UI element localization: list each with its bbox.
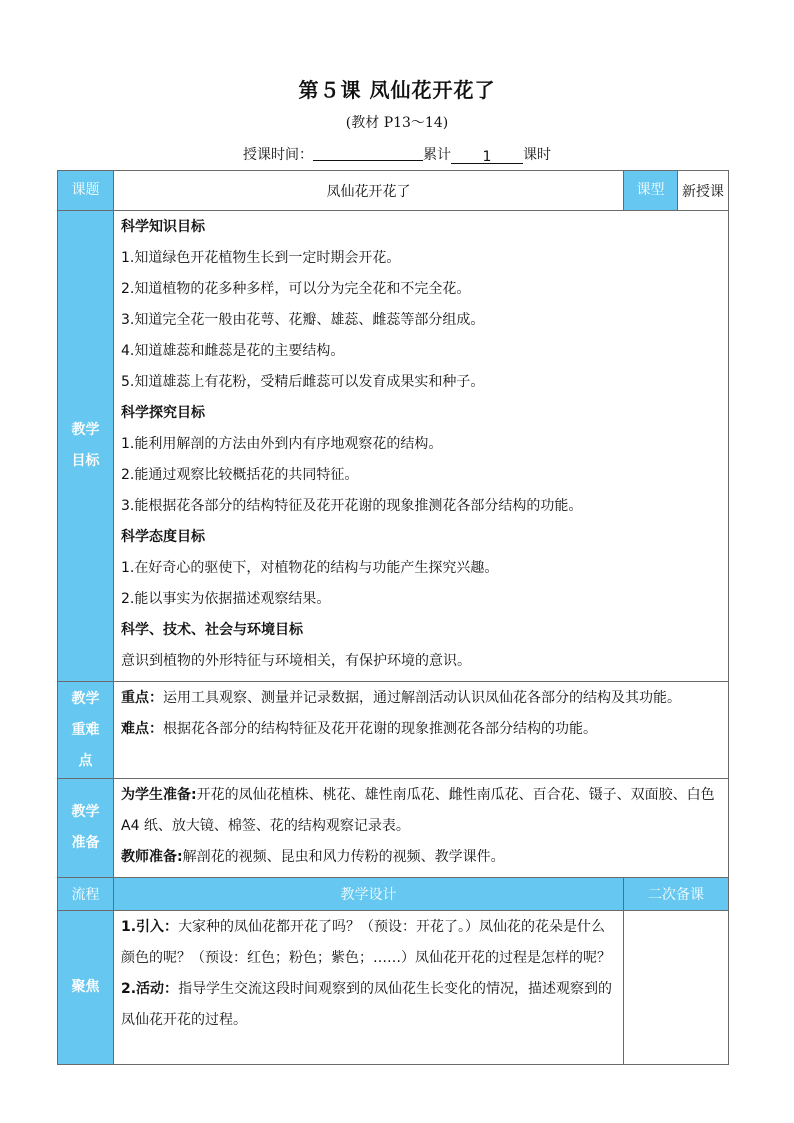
goals-row bbox=[58, 211, 729, 682]
focus-label: 聚焦 bbox=[58, 911, 114, 1065]
lesson-time-line bbox=[0, 144, 794, 164]
flow-header-row bbox=[58, 878, 729, 911]
prep-row bbox=[58, 779, 729, 878]
knowledge-item: 5.知道雄蕊上有花粉，受精后雌蕊可以发育成果实和种子。 bbox=[121, 374, 485, 390]
knowledge-item: 4.知道雄蕊和雌蕊是花的主要结构。 bbox=[121, 343, 345, 359]
unit-label: 课时 bbox=[523, 147, 551, 163]
design-header: 教学设计 bbox=[114, 878, 624, 911]
focus-row bbox=[58, 911, 729, 1065]
attitude-heading: 科学态度目标 bbox=[121, 529, 205, 545]
key-point: 重点：运用工具观察、测量并记录数据，通过解剖活动认识凤仙花各部分的结构及其功能。 bbox=[121, 690, 681, 706]
total-field[interactable]: 1 bbox=[451, 149, 523, 164]
page-title: 第５课 凤仙花开花了 bbox=[298, 78, 496, 102]
teacher-prep: 教师准备:解剖花的视频、昆虫和风力传粉的视频、教学课件。 bbox=[121, 849, 505, 865]
second-prep-header: 二次备课 bbox=[624, 878, 729, 911]
knowledge-item: 3.知道完全花一般由花萼、花瓣、雄蕊、雌蕊等部分组成。 bbox=[121, 312, 485, 328]
topic-value: 凤仙花开花了 bbox=[114, 171, 624, 211]
total-label: 累计 bbox=[423, 147, 451, 163]
stse-item: 意识到植物的外形特征与环境相关，有保护环境的意识。 bbox=[121, 653, 471, 669]
topic-label: 课题 bbox=[58, 171, 114, 211]
activity-paragraph: 2.活动：指导学生交流这段时间观察到的凤仙花生长变化的情况，描述观察到的凤仙花开花的过程。 bbox=[121, 981, 613, 1028]
student-prep: 为学生准备:开花的凤仙花植株、桃花、雄性南瓜花、雌性南瓜花、百合花、镊子、双面胶、白色 A4 纸、放大镜、棉签、花的结构观察记录表。 bbox=[121, 787, 715, 834]
time-label: 授课时间： bbox=[243, 147, 313, 163]
goals-label: 教学 目标 bbox=[58, 211, 114, 682]
attitude-item: 2.能以事实为依据描述观察结果。 bbox=[121, 591, 331, 607]
keypoints-content bbox=[114, 682, 729, 779]
inquiry-heading: 科学探究目标 bbox=[121, 405, 205, 421]
lesson-plan-table bbox=[57, 170, 729, 1065]
inquiry-item: 1.能利用解剖的方法由外到内有序地观察花的结构。 bbox=[121, 436, 443, 452]
inquiry-item: 2.能通过观察比较概括花的共同特征。 bbox=[121, 467, 359, 483]
textbook-pages: (教材 P13～14) bbox=[345, 115, 449, 131]
inquiry-item: 3.能根据花各部分的结构特征及花开花谢的现象推测花各部分结构的功能。 bbox=[121, 498, 583, 514]
goals-content bbox=[114, 211, 729, 682]
focus-content bbox=[114, 911, 624, 1065]
stse-heading: 科学、技术、社会与环境目标 bbox=[121, 622, 303, 638]
type-label: 课型 bbox=[624, 171, 678, 211]
knowledge-heading: 科学知识目标 bbox=[121, 219, 205, 235]
intro-paragraph: 1.引入：大家种的凤仙花都开花了吗？（预设：开花了。）凤仙花的花朵是什么颜色的呢？（预设：红色；粉色；紫色；……）凤仙花开花的过程是怎样的呢？ bbox=[121, 919, 611, 966]
keypoints-label: 教学 重难 点 bbox=[58, 682, 114, 779]
type-value: 新授课 bbox=[678, 171, 729, 211]
time-field[interactable] bbox=[313, 146, 423, 161]
knowledge-item: 2.知道植物的花多种多样，可以分为完全花和不完全花。 bbox=[121, 281, 471, 297]
prep-content bbox=[114, 779, 729, 878]
attitude-item: 1.在好奇心的驱使下，对植物花的结构与功能产生探究兴趣。 bbox=[121, 560, 499, 576]
keypoints-row bbox=[58, 682, 729, 779]
difficult-point: 难点：根据花各部分的结构特征及花开花谢的现象推测花各部分结构的功能。 bbox=[121, 721, 597, 737]
flow-header: 流程 bbox=[58, 878, 114, 911]
knowledge-item: 1.知道绿色开花植物生长到一定时期会开花。 bbox=[121, 250, 401, 266]
topic-row bbox=[58, 171, 729, 211]
second-prep-cell[interactable] bbox=[624, 911, 729, 1065]
prep-label: 教学 准备 bbox=[58, 779, 114, 878]
